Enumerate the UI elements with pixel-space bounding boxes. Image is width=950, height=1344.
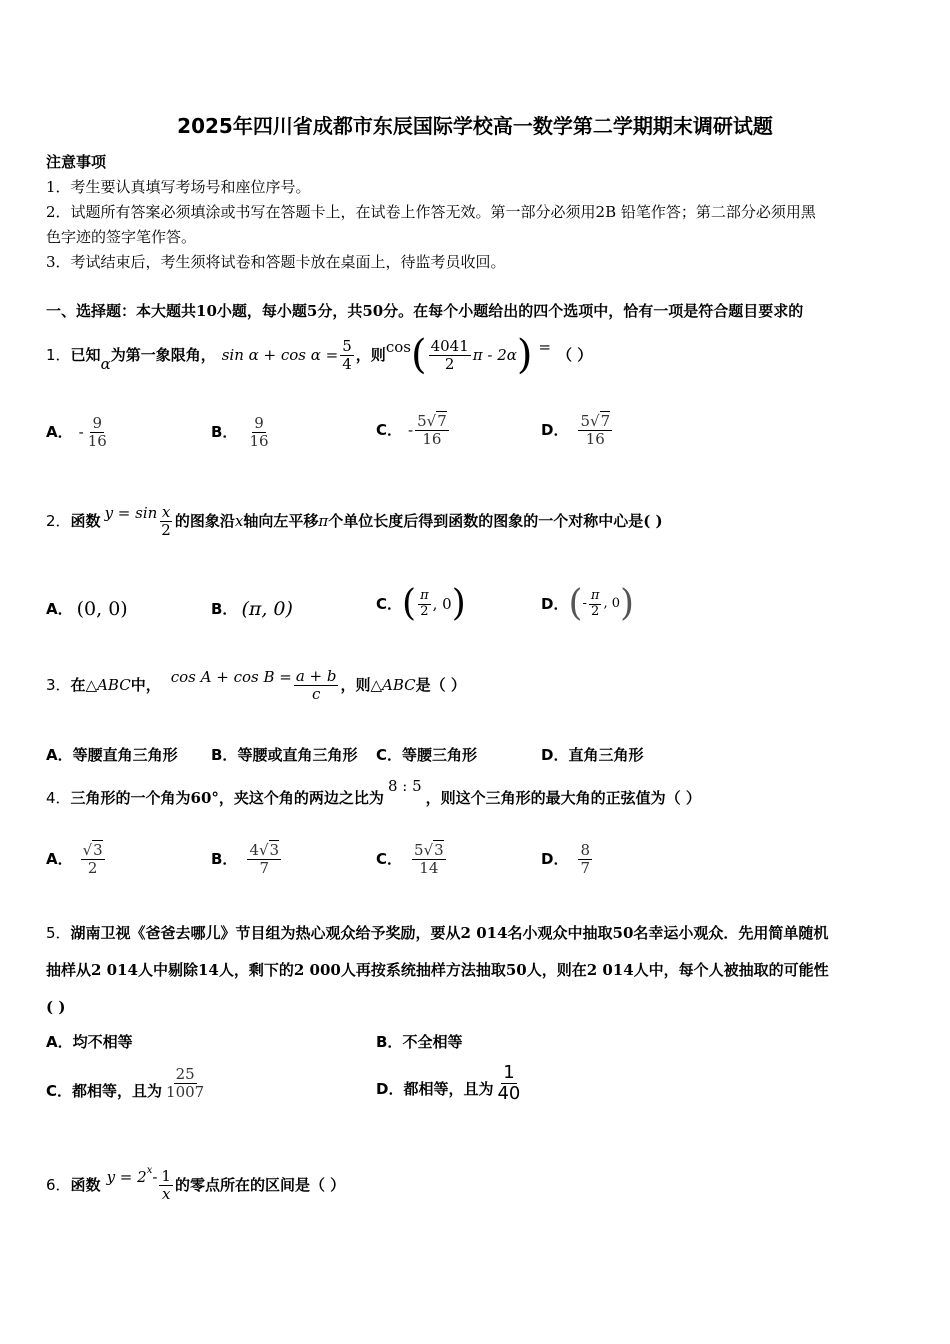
q1-text-3: ，则 (355, 346, 386, 364)
q4-option-c[interactable] (376, 842, 448, 876)
radicand: 3 (93, 841, 103, 859)
q3-triangle-1: △ABC (85, 676, 131, 694)
option-fraction (578, 413, 612, 447)
option-label: D． (376, 1080, 404, 1098)
q1-expr-left: sin α + cos α = (221, 346, 339, 364)
fraction-denominator: 4 (342, 354, 352, 373)
q2-option-c[interactable] (376, 580, 466, 628)
q4-text-1: 三角形的一个角为60°，夹这个角的两边之比为 (70, 789, 384, 807)
q6-minus: - (152, 1168, 158, 1186)
fraction-numerator: 9 (92, 414, 102, 432)
q2-text-3: 轴向左平移 (243, 512, 319, 530)
fraction-numerator: √3 (82, 841, 103, 859)
fraction-denominator: 16 (249, 431, 269, 450)
q6-fraction (159, 1168, 173, 1202)
option-fraction (495, 1063, 522, 1104)
q2-option-a[interactable] (46, 598, 128, 621)
question-number: 4． (46, 789, 71, 807)
option-fraction (164, 1066, 206, 1100)
q6-y: y = 2 (106, 1168, 147, 1186)
q2-fraction (159, 504, 173, 538)
q5-option-c[interactable] (46, 1065, 208, 1114)
q3-option-c[interactable] (376, 746, 477, 764)
option-label: A． (46, 600, 73, 619)
q3-option-a[interactable] (46, 746, 178, 764)
question-5-line-2: 抽样从2 014人中剔除14人，剩下的2 000人再按系统抽样方法抽取50人，则在2 014人中，每个人被抽取的可能性 (46, 961, 829, 979)
option-sign: - (582, 596, 587, 612)
fraction-denominator: 16 (87, 431, 107, 450)
option-label: A． (46, 1033, 73, 1051)
right-paren: ) (516, 332, 533, 378)
q1-option-c[interactable] (376, 413, 451, 447)
fraction-numerator: 8 (580, 841, 590, 859)
question-number: 2． (46, 512, 71, 530)
q3-text-4: 是（ ） (415, 676, 466, 694)
option-value: (0, 0) (76, 598, 128, 620)
fraction-denominator: 16 (585, 429, 605, 448)
q3-option-b[interactable] (211, 746, 357, 764)
fraction-numerator: 4√3 (249, 841, 280, 859)
fraction-numerator: π (420, 588, 429, 604)
q2-text-4: 个单位长度后得到函数的图象的一个对称中心是( ) (328, 512, 663, 530)
q2-text-1: 函数 (70, 512, 101, 530)
q2-option-b[interactable] (211, 598, 293, 621)
right-paren: ) (451, 583, 466, 624)
option-text: 等腰或直角三角形 (237, 746, 358, 764)
q5-option-d[interactable] (376, 1061, 524, 1114)
option-label: D． (541, 746, 569, 764)
option-label: A． (46, 746, 73, 764)
option-label: C． (376, 595, 403, 613)
question-6 (46, 1160, 345, 1210)
fraction-denominator: 7 (259, 858, 270, 877)
q1-option-b[interactable] (211, 415, 273, 449)
option-fraction (81, 842, 105, 876)
radical-coefficient: 5 (414, 841, 424, 859)
q5-text-1: 湖南卫视《爸爸去哪儿》节目组为热心观众给予奖励，要从2 014名小观众中抽取50名幸运小观众．先用简单随机 (70, 924, 829, 942)
question-5-line-1 (46, 924, 828, 942)
fraction-numerator: 5√3 (414, 841, 444, 859)
fraction-denominator: 40 (497, 1082, 521, 1104)
fraction-numerator: π (590, 588, 600, 604)
option-label: C． (376, 850, 403, 868)
option-tail: , 0 (603, 596, 620, 612)
option-text: 都相等，且为 (72, 1082, 163, 1100)
q3-text-3: ，则 (340, 676, 371, 694)
fraction-denominator: 16 (422, 429, 442, 448)
option-value: (π, 0) (241, 598, 293, 620)
radical-coefficient: 5 (417, 412, 427, 430)
page-title: 2025年四川省成都市东辰国际学校高一数学第二学期期末调研试题 (177, 114, 773, 138)
fraction-denominator: 14 (419, 858, 439, 877)
option-label: A． (46, 850, 73, 868)
fraction-denominator: x (161, 1184, 171, 1203)
fraction-numerator: 5√7 (417, 412, 447, 430)
q4-option-b[interactable] (211, 842, 283, 876)
fraction-numerator: 5√7 (580, 412, 611, 430)
right-paren: ) (620, 583, 635, 624)
q1-text-1: 已知 (70, 346, 101, 364)
fraction-numerator: 9 (254, 414, 264, 432)
option-label: B． (211, 423, 238, 441)
q5-option-b[interactable] (376, 1033, 462, 1051)
q1-option-d[interactable] (541, 413, 614, 447)
fraction-numerator: 1 (161, 1167, 171, 1185)
section-1-heading: 一、选择题：本大题共10小题，每小题5分，共50分。在每个小题给出的四个选项中，恰有一项是符合题目要求的 (46, 302, 804, 320)
fraction-denominator: 2 (591, 603, 600, 619)
option-label: A． (46, 423, 73, 441)
q3-text-2: 中， (130, 676, 161, 694)
radical-coefficient: 5 (580, 412, 590, 430)
left-paren: ( (402, 583, 417, 624)
q6-text-2: 的零点所在的区间是（ ） (174, 1176, 346, 1194)
q5-option-a[interactable] (46, 1033, 133, 1051)
fraction-denominator: 2 (161, 520, 171, 539)
option-text: 不全相等 (402, 1033, 463, 1051)
fraction-numerator: a + b (295, 667, 337, 685)
option-fraction (412, 842, 446, 876)
q6-exponent: x (146, 1165, 153, 1176)
option-sign: - (78, 423, 84, 441)
option-label: C． (46, 1082, 73, 1100)
option-fraction (578, 842, 592, 876)
left-paren: ( (568, 583, 583, 624)
q1-eq: = (538, 338, 552, 356)
notice-heading: 注意事项 (46, 153, 107, 171)
fraction-denominator: c (311, 684, 321, 703)
option-label: D． (541, 421, 569, 439)
notice-item-3: 3．考试结束后，考生须将试卷和答题卡放在桌面上，待监考员收回。 (46, 253, 506, 271)
q2-xaxis: x (234, 512, 244, 530)
q1-alpha: α (100, 355, 111, 373)
q2-pi: π (318, 512, 329, 530)
fraction-numerator: 4041 (430, 337, 469, 355)
option-fraction (418, 589, 431, 619)
option-label: B． (211, 850, 238, 868)
option-fraction (247, 842, 281, 876)
option-label: B． (376, 1033, 403, 1051)
question-3 (46, 660, 466, 710)
radicand: 3 (434, 841, 444, 859)
q1-option-a[interactable] (46, 415, 111, 449)
q1-fraction (340, 338, 354, 372)
radical-coefficient: 4 (249, 841, 259, 859)
q6-text-1: 函数 (70, 1176, 101, 1194)
fraction-numerator: 1 (503, 1061, 515, 1083)
option-text: 均不相等 (72, 1033, 133, 1051)
option-text: 都相等，且为 (403, 1080, 494, 1098)
option-label: B． (211, 746, 238, 764)
option-label: B． (211, 600, 238, 619)
q3-fraction (294, 668, 339, 702)
radicand: 3 (269, 841, 280, 859)
notice-item-2: 2．试题所有答案必须填涂或书写在答题卡上，在试卷上作答无效。第一部分必须用2B 铅笔作答；第二部分必须用黑 (46, 203, 816, 221)
fraction-denominator: 2 (444, 354, 455, 373)
notice-item-2-cont: 色字迹的签字笔作答。 (46, 228, 197, 246)
q1-text-2: 为第一象限角， (110, 346, 216, 364)
question-number: 5． (46, 924, 71, 942)
option-text: 等腰直角三角形 (72, 746, 178, 764)
option-label: D． (541, 595, 569, 613)
radicand: 7 (437, 412, 447, 430)
fraction-denominator: 7 (580, 858, 590, 877)
q2-text-2: 的图象沿 (174, 512, 235, 530)
fraction-denominator: 2 (420, 603, 429, 619)
question-number: 6． (46, 1176, 71, 1194)
q4-option-a[interactable] (46, 842, 107, 876)
question-2 (46, 496, 663, 546)
q4-text-2: ，则这个三角形的最大角的正弦值为（ ） (425, 789, 701, 807)
q4-option-d[interactable] (541, 842, 594, 876)
option-text: 直角三角形 (568, 746, 644, 764)
option-label: C． (376, 421, 403, 439)
q1-inner-rest: π - 2α (472, 346, 517, 364)
q2-y: y = sin (104, 504, 158, 522)
option-fraction (86, 415, 109, 449)
fraction-denominator: 1007 (166, 1082, 205, 1101)
option-fraction (589, 589, 602, 619)
question-number: 1． (46, 346, 71, 364)
option-sign: - (408, 421, 414, 439)
fraction-denominator: 2 (87, 858, 98, 877)
q3-option-d[interactable] (541, 746, 643, 764)
fraction-numerator: 5 (342, 337, 352, 355)
question-number: 3． (46, 676, 71, 694)
option-tail: , 0 (432, 595, 452, 613)
q1-inner-fraction (429, 338, 471, 372)
option-label: D． (541, 850, 569, 868)
option-fraction (415, 413, 449, 447)
q4-ratio: 8 : 5 (387, 777, 422, 795)
fraction-numerator: x (161, 503, 171, 521)
q2-option-d[interactable] (541, 580, 634, 628)
option-fraction (247, 415, 270, 449)
q3-triangle-2: △ABC (370, 676, 416, 694)
question-1 (46, 330, 592, 380)
option-label: C． (376, 746, 403, 764)
q3-expr: cos A + cos B = (170, 668, 292, 686)
q1-cos: cos (385, 338, 411, 356)
notice-item-1: 1．考生要认真填写考场号和座位序号。 (46, 178, 311, 196)
option-text: 等腰三角形 (402, 746, 478, 764)
question-4 (46, 778, 701, 818)
radicand: 7 (600, 412, 611, 430)
q3-text-1: 在 (70, 676, 86, 694)
question-5-line-3: ( ) (46, 998, 66, 1016)
left-paren: ( (410, 332, 427, 378)
answer-blank: （ ） (557, 346, 593, 364)
fraction-numerator: 25 (175, 1065, 195, 1083)
